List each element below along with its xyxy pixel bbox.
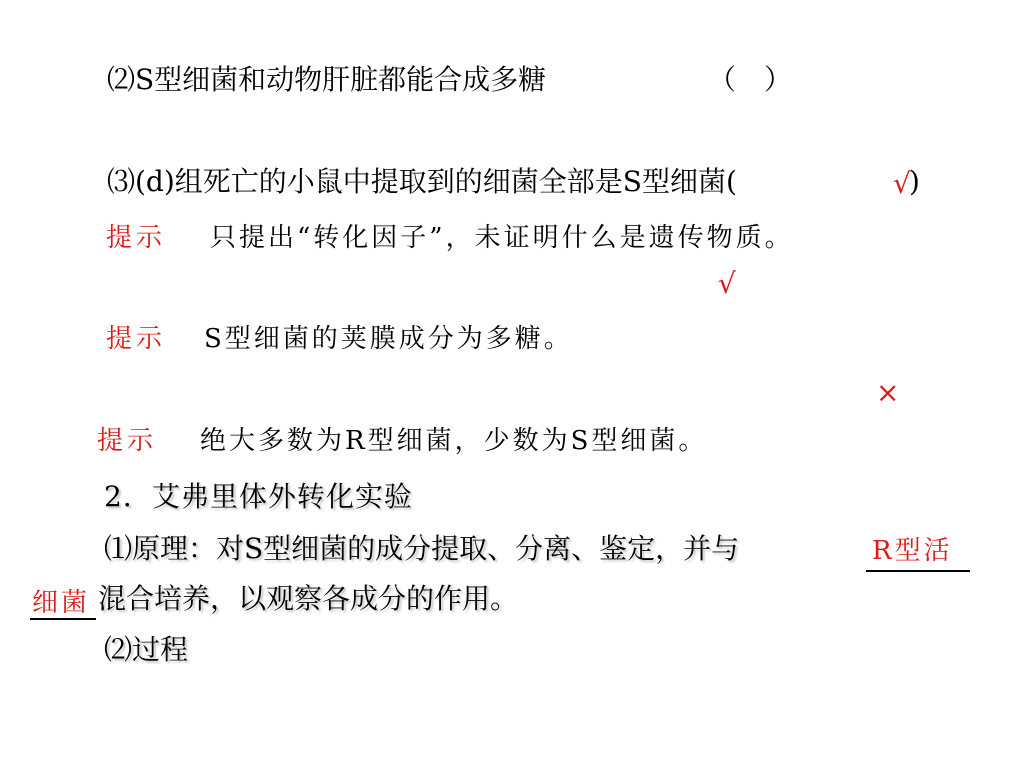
hint-label-1: 提示 [106,223,167,253]
question-3-text: ⑶(d)组死亡的小鼠中提取到的细菌全部是S型细菌( [107,165,737,198]
hint-label-2: 提示 [106,324,167,354]
blank-answer-2: 细菌 [32,588,91,618]
principle-text-2: 混合培养，以观察各成分的作用。 [98,582,519,615]
cross-mark: × [876,376,900,409]
hint-text-1: 只提出“转化因子”，未证明什么是遗传物质。 [210,223,794,253]
blank-answer-1: R型活 [872,536,953,566]
answer-parentheses: （ ） [708,63,793,96]
check-mark-1: √ [893,167,911,200]
blank-underline-1 [866,570,970,572]
hint-label-3: 提示 [97,426,158,456]
closing-paren: ) [909,165,920,198]
principle-text-1: ⑴原理：对S型细菌的成分提取、分离、鉴定，并与 [104,532,740,565]
blank-underline-2 [30,618,96,620]
process-heading: ⑵过程 [104,633,189,666]
hint-text-3: 绝大多数为R型细菌，少数为S型细菌。 [200,426,708,456]
question-2-text: ⑵S型细菌和动物肝脏都能合成多糖 [107,63,547,96]
hint-text-2: S型细菌的荚膜成分为多糖。 [204,324,573,354]
check-mark-2: √ [718,267,736,300]
section-heading: 2．艾弗里体外转化实验 [104,480,413,513]
